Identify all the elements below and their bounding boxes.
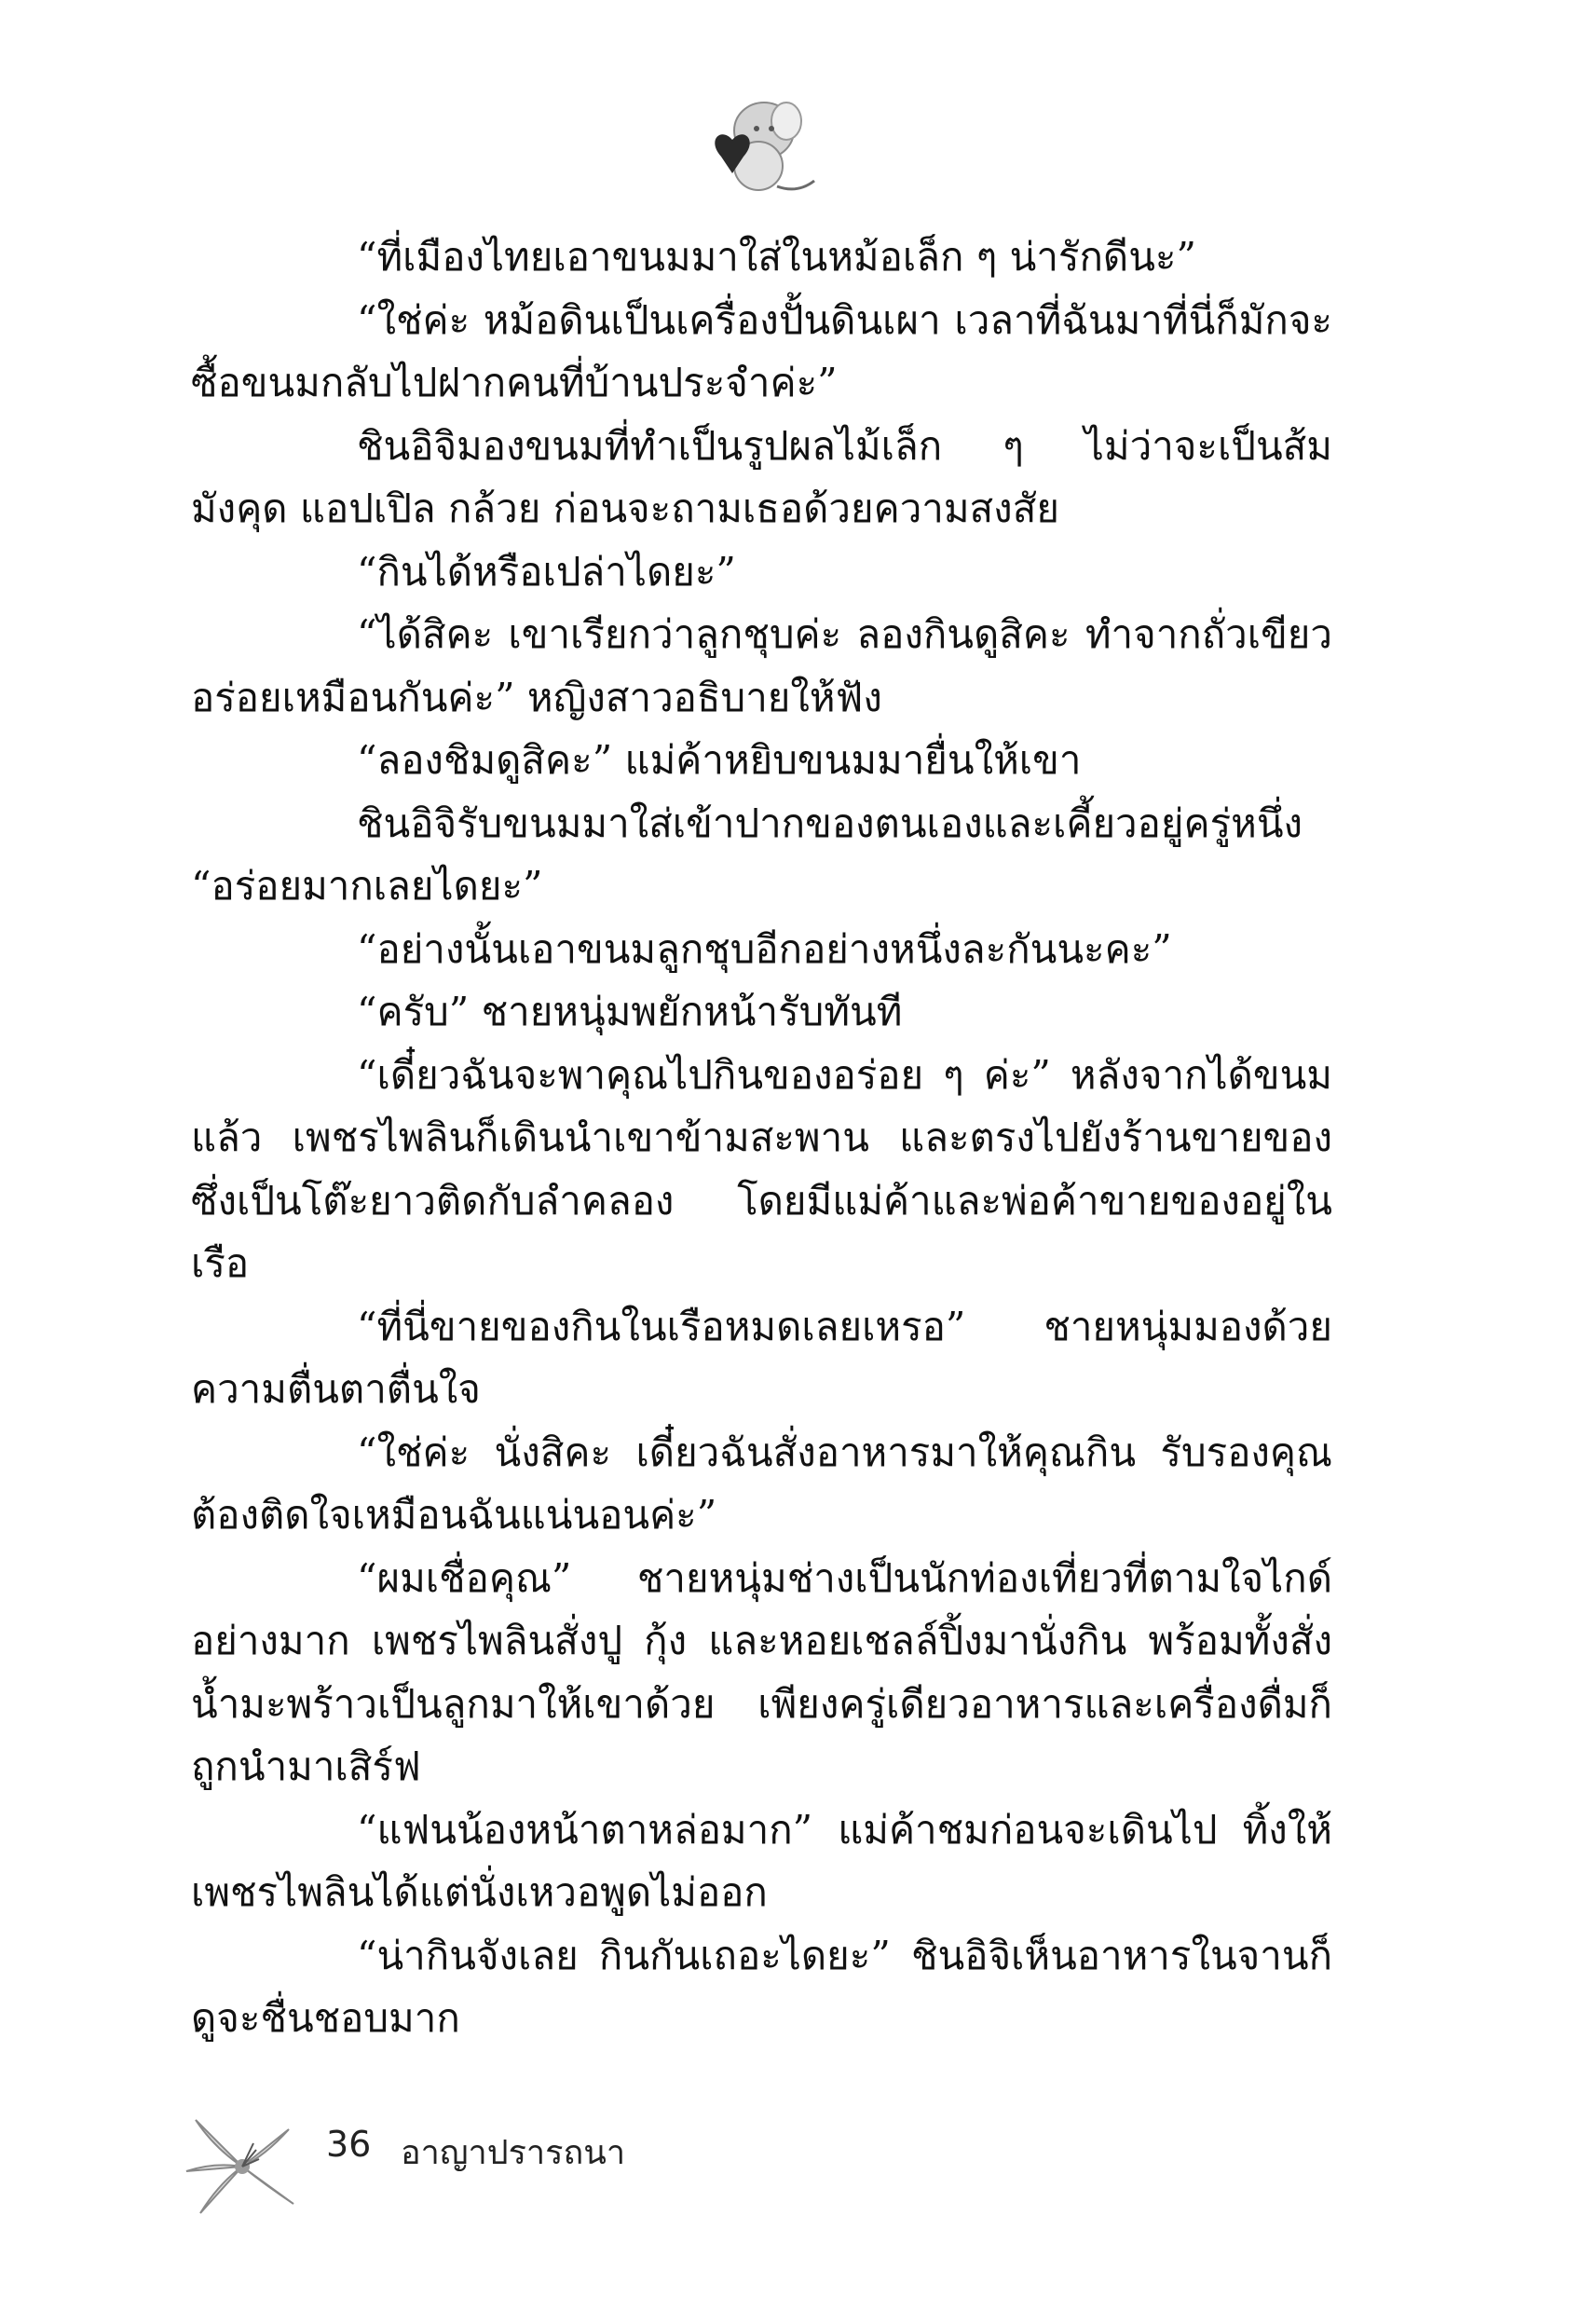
paragraph: “กินได้หรือเปล่าไดยะ” xyxy=(357,548,736,595)
page-footer xyxy=(177,2101,736,2232)
paragraph: “ที่เมืองไทยเอาขนมมาใส่ในหม้อเล็ก ๆ น่ารักดีนะ” xyxy=(357,234,1196,280)
paragraph: ชินอิจิมองขนมที่ทำเป็นรูปผลไม้เล็ก ๆ ไม่ว่าจะเป็นส้ม มังคุด แอปเปิล กล้วย ก่อนจะถามเธอด้วยความสงสัย xyxy=(191,422,1332,531)
paragraph: ชินอิจิรับขนมมาใส่เข้าปากของตนเองและเคี้ยวอยู่ครู่หนึ่ง “อร่อยมากเลยไดยะ” xyxy=(191,800,1303,909)
paragraph: “เดี๋ยวฉันจะพาคุณไปกินของอร่อย ๆ ค่ะ” หลังจากได้ขนมแล้ว เพชรไพลินก็เดินนำเขาข้ามสะพาน และตรงไปยังร้านขายของซึ่งเป็นโต๊ะยาวติดกับลำคลอง โดยมีแม่ค้าและพ่อค้าขายของอยู่ในเรือ xyxy=(191,1051,1332,1286)
page-number: 36 xyxy=(326,2124,372,2165)
paragraph: “ผมเชื่อคุณ” ชายหนุ่มช่างเป็นนักท่องเที่ยวที่ตามใจไกด์อย่างมาก เพชรไพลินสั่งปู กุ้ง และหอยเชลล์ปิ้งมานั่งกิน พร้อมทั้งสั่งน้ำมะพร้าวเป็นลูกมาให้เขาด้วย เพียงครู่เดียวอาหารและเครื่องดื่มก็ถูกนำมาเสิร์ฟ xyxy=(191,1554,1332,1789)
book-title: อาญาปรารถนา xyxy=(401,2134,626,2172)
paragraph: “ที่นี่ขายของกินในเรือหมดเลยเหรอ” ชายหนุ่มมองด้วยความตื่นตาตื่นใจ xyxy=(191,1303,1332,1412)
paragraph: “ลองชิมดูสิคะ” แม่ค้าหยิบขนมมายื่นให้เขา xyxy=(357,737,1082,783)
paragraph: “แฟนน้องหน้าตาหล่อมาก” แม่ค้าชมก่อนจะเดินไป ทิ้งให้เพชรไพลินได้แต่นั่งเหวอพูดไม่ออก xyxy=(191,1806,1332,1915)
paragraph: “น่ากินจังเลย กินกันเถอะไดยะ” ชินอิจิเห็นอาหารในจานก็ดูจะชื่นชอบมาก xyxy=(191,1932,1332,2041)
chapter-text xyxy=(191,226,1332,2050)
cupid-with-heart-icon xyxy=(697,82,827,212)
paragraph: “ใช่ค่ะ หม้อดินเป็นเครื่องปั้นดินเผา เวลาที่ฉันมาที่นี่ก็มักจะซื้อขนมกลับไปฝากคนที่บ้านประจำค่ะ” xyxy=(191,296,1332,405)
paragraph: “อย่างนั้นเอาขนมลูกชุบอีกอย่างหนึ่งละกันนะคะ” xyxy=(357,925,1172,972)
paragraph: “ครับ” ชายหนุ่มพยักหน้ารับทันที xyxy=(357,989,903,1034)
paragraph: “ใช่ค่ะ นั่งสิคะ เดี๋ยวฉันสั่งอาหารมาให้คุณกิน รับรองคุณต้องติดใจเหมือนฉันแน่นอนค่ะ” xyxy=(191,1429,1332,1538)
paragraph: “ได้สิคะ เขาเรียกว่าลูกชุบค่ะ ลองกินดูสิคะ ทำจากถั่วเขียว อร่อยเหมือนกันค่ะ” หญิงสาวอธิบายให้ฟัง xyxy=(191,611,1332,720)
lily-flower-icon xyxy=(177,2101,307,2232)
